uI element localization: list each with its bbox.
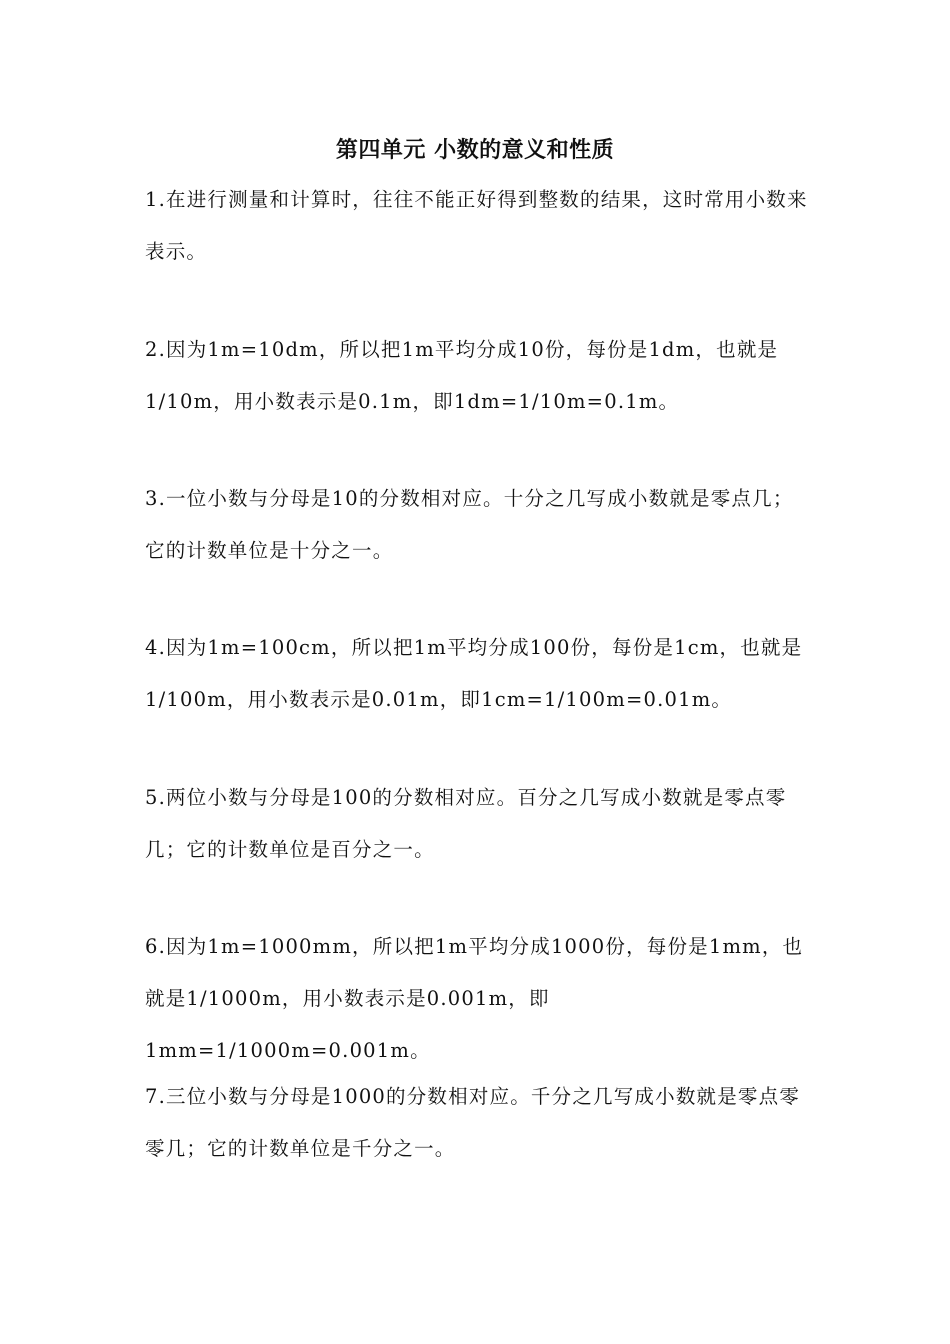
paragraph-5: 5.两位小数与分母是100的分数相对应。百分之几写成小数就是零点零几；它的计数单位是百分之一。 [145, 786, 787, 861]
paragraph-1: 1.在进行测量和计算时，往往不能正好得到整数的结果，这时常用小数来表示。 [145, 188, 808, 263]
paragraph-7: 7.三位小数与分母是1000的分数相对应。千分之几写成小数就是零点零零几；它的计数单位是千分之一。 [145, 1085, 801, 1160]
paragraph-6: 6.因为1m=1000mm，所以把1m平均分成1000份，每份是1mm，也就是1/1000m，用小数表示是0.001m，即1mm=1/1000m=0.001m。 [145, 935, 804, 1062]
page-title: 第四单元 小数的意义和性质 [335, 138, 615, 163]
paragraph-2: 2.因为1m=10dm，所以把1m平均分成10份，每份是1dm，也就是1/10m，用小数表示是0.1m，即1dm=1/10m=0.1m。 [145, 338, 779, 413]
paragraph-4: 4.因为1m=100cm，所以把1m平均分成100份，每份是1cm，也就是1/100m，用小数表示是0.01m，即1cm=1/100m=0.01m。 [145, 636, 803, 711]
paragraph-3: 3.一位小数与分母是10的分数相对应。十分之几写成小数就是零点几；它的计数单位是十分之一。 [145, 487, 794, 562]
